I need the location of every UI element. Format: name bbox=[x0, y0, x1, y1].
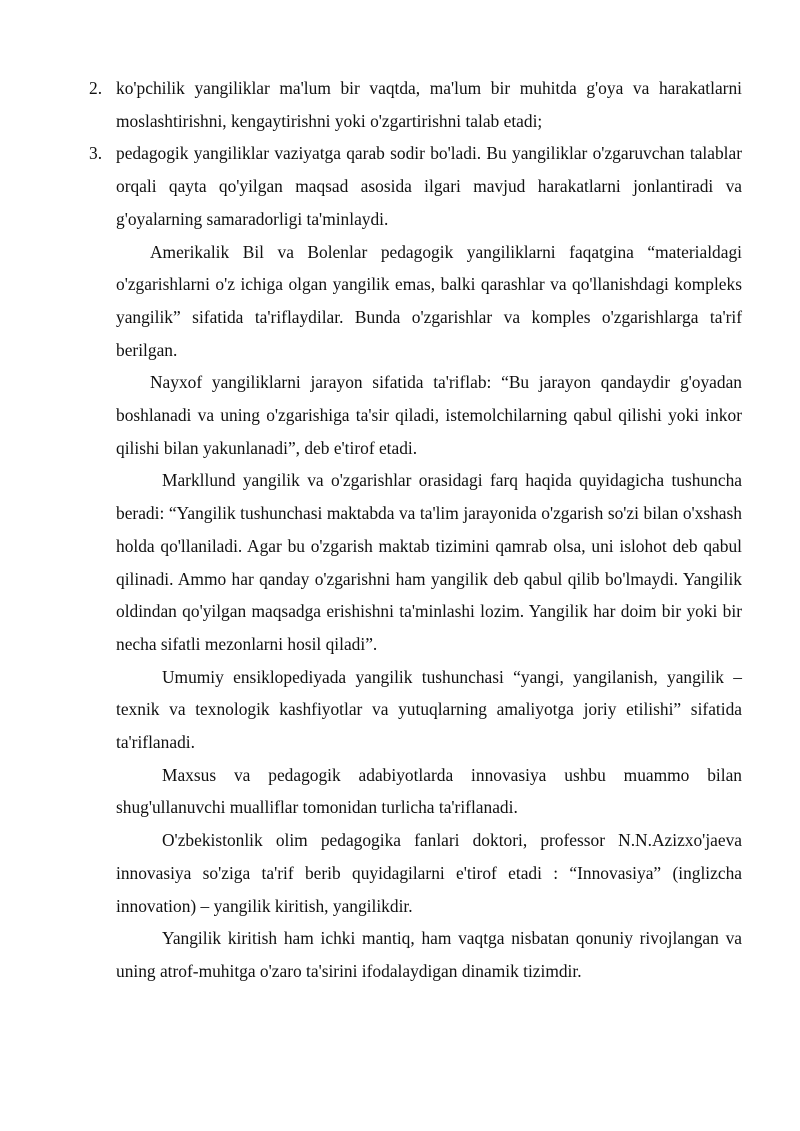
paragraph-dynamic-system: Yangilik kiritish ham ichki mantiq, ham vaqtga nisbatan qonuniy rivojlangan va uning atrof-muhitga o'zaro ta'sirini ifodalaydigan dinamik tizimdir. bbox=[116, 928, 742, 981]
paragraph-azizxojaeva: O'zbekistonlik olim pedagogika fanlari doktori, professor N.N.Azizxo'jaeva innovasiya so'ziga ta'rif berib quyidagilarni e'tirof etadi : “Innovasiya” (inglizcha innovation) – yangilik kiritish, yangilikdir. bbox=[116, 830, 742, 916]
paragraph-encyclopedia: Umumiy ensiklopediyada yangilik tushunchasi “yangi, yangilanish, yangilik – texnik va texnologik kashfiyotlar va yutuqlarning amaliyotga joriy etilishi” sifatida ta'riflanadi. bbox=[116, 666, 742, 753]
list-item bbox=[89, 137, 742, 235]
paragraph-nayxof: Nayxof yangiliklarni jarayon sifatida ta'riflab: “Bu jarayon qandaydir g'oyadan boshlanadi va uning o'zgarishiga ta'sir qiladi, istemolchilarning qabul qilishi yoki inkor qilishi bilan yakunlanadi”, deb e'tirof etadi. bbox=[116, 372, 742, 458]
paragraph-literature: Maxsus va pedagogik adabiyotlarda innovasiya ushbu muammo bilan shug'ullanuvchi mualliflar tomonidan turlicha ta'riflanadi. bbox=[116, 764, 742, 818]
document-body bbox=[89, 72, 742, 988]
list-item-text: ko'pchilik yangiliklar ma'lum bir vaqtda, ma'lum bir muhitda g'oya va harakatlarni moslashtirishni, kengaytirishni yoki o'zgartirishni talab etadi; bbox=[116, 78, 742, 131]
paragraph-markllund: Markllund yangilik va o'zgarishlar orasidagi farq haqida quyidagicha tushuncha beradi: “Yangilik tushunchasi maktabda va ta'lim jarayonida o'zgarish so'zi bilan o'xshash holda qo'llaniladi. Agar bu o'zgarish maktab tizimini qamrab olsa, uni islohot deb qabul qilinadi. Ammo har qanday o'zgarishni ham yangilik deb qabul qilib bo'lmaydi. Yangilik oldindan qo'yilgan maqsadga erishishni ta'minlashi lozim. Yangilik har doim bir yoki bir necha sifatli mezonlarni hosil qiladi”. bbox=[116, 470, 742, 654]
paragraph-bil-bolen: Amerikalik Bil va Bolenlar pedagogik yangiliklarni faqatgina “materialdagi o'zgarishlarni o'z ichiga olgan yangilik emas, balki qarashlar va qo'llanishdagi kompleks yangilik” sifatida ta'riflaydilar. Bunda o'zgarishlar va komples o'zgarishlarga ta'rif berilgan. bbox=[116, 241, 742, 360]
list-item-number: 2. bbox=[89, 78, 103, 98]
list-item-number: 3. bbox=[89, 143, 103, 164]
list-item-text: pedagogik yangiliklar vaziyatga qarab sodir bo'ladi. Bu yangiliklar o'zgaruvchan talablar orqali qayta qo'yilgan maqsad asosida ilgari mavjud harakatlarni jonlantiradi va g'oyalarning samaradorligi ta'minlaydi. bbox=[116, 143, 742, 229]
numbered-list bbox=[89, 72, 742, 236]
list-item bbox=[89, 72, 742, 137]
